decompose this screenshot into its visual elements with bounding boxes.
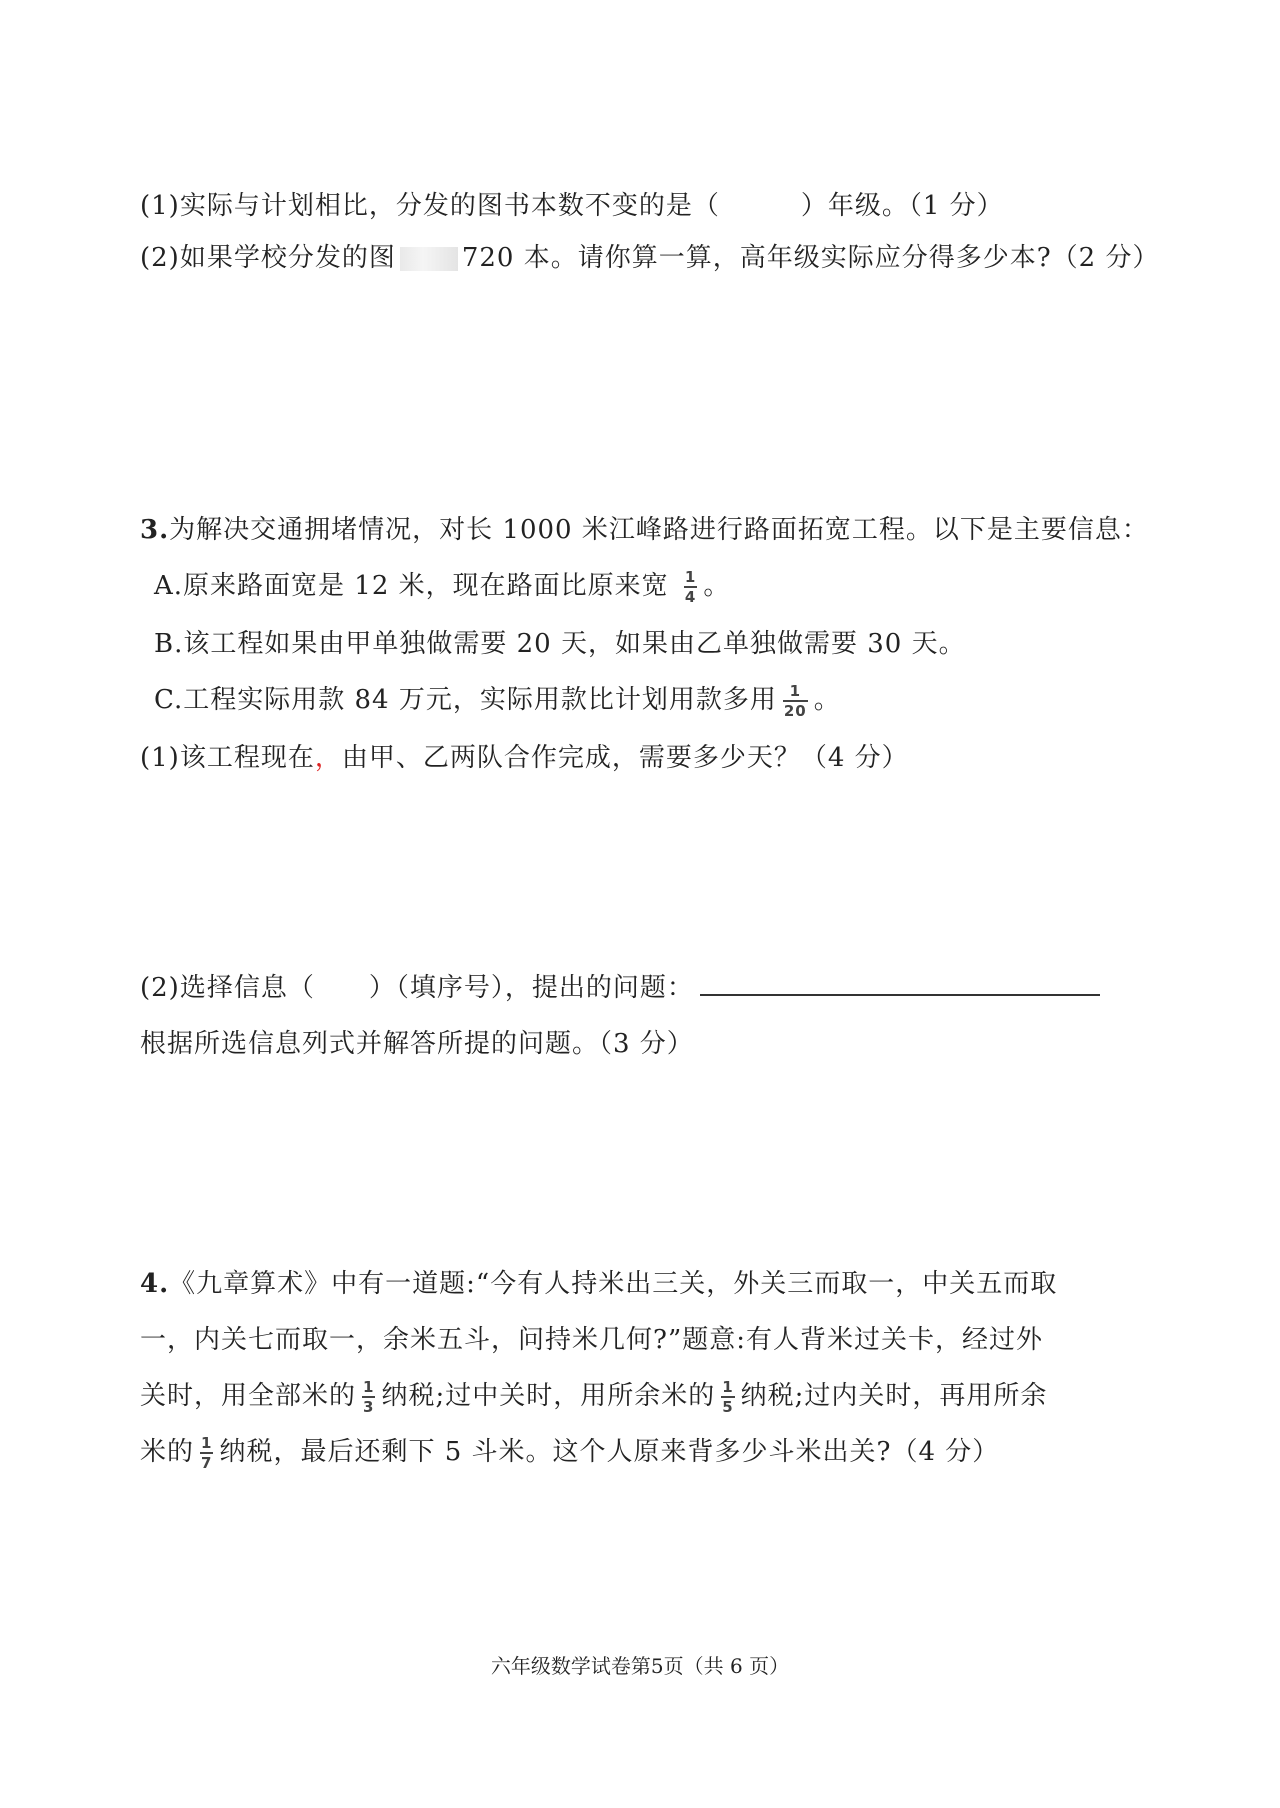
q3-info-a (154, 566, 730, 606)
q4-line3-text-b: 纳税;过中关时，用所余米的 (381, 1381, 716, 1411)
fraction-denominator: 3 (363, 1398, 375, 1416)
q3-sub1-text-after: 由甲、乙两队合作完成，需要多少天？（4 分） (341, 743, 909, 773)
q4-line1 (140, 1264, 1057, 1304)
q4-line4-text-a: 米的 (140, 1437, 195, 1467)
fraction-denominator: 20 (783, 702, 807, 720)
fraction-numerator: 1 (201, 1434, 213, 1452)
q3-info-c (154, 680, 841, 720)
page-footer: 六年级数学试卷第5页（共 6 页） (490, 1654, 790, 1678)
q4-line3-text-a: 关时，用全部米的 (140, 1381, 357, 1411)
q3-sub1 (140, 738, 909, 778)
q3-info-a-text: A.原来路面宽是 12 米，现在路面比原来宽 (154, 571, 669, 601)
q3-sub2-text: (2)选择信息（ ）（填序号），提出的问题： (140, 973, 694, 1003)
q3-sub2-line2 (140, 1024, 694, 1064)
q4-line3-text-c: 纳税;过内关时，再用所余 (740, 1381, 1048, 1411)
q4-line4-text-b: 纳税，最后还剩下 5 斗米。这个人原来背多少斗米出关?（4 分） (219, 1437, 1000, 1467)
q2-sub1-text: (1)实际与计划相比，分发的图书本数不变的是（ ）年级。（1 分） (140, 191, 1004, 221)
q4-line2-text: 一，内关七而取一，余米五斗，问持米几何?”题意:有人背米过关卡，经过外 (140, 1325, 1043, 1355)
fraction-denominator: 5 (722, 1398, 734, 1416)
fraction-one-seventh (200, 1435, 213, 1471)
q3-info-c-end: 。 (813, 685, 841, 715)
answer-underline (700, 968, 1100, 996)
q3-info-a-end: 。 (703, 571, 731, 601)
fraction-one-third (362, 1379, 375, 1415)
fraction-numerator: 1 (684, 568, 697, 586)
fraction-denominator: 7 (201, 1454, 213, 1472)
q3-number: 3. (140, 515, 170, 545)
fraction-one-twentieth (783, 683, 808, 719)
q4-number: 4. (140, 1269, 170, 1299)
fraction-numerator: 1 (363, 1378, 375, 1396)
q4-line1-text: 《九章算术》中有一道题:“今有人持米出三关，外关三而取一，中关五而取 (169, 1269, 1058, 1299)
q3-intro-text: 为解决交通拥堵情况，对长 1000 米江峰路进行路面拓宽工程。以下是主要信息： (169, 515, 1149, 545)
smudge-mark (400, 247, 458, 271)
q3-info-c-text: C.工程实际用款 84 万元，实际用款比计划用款多用 (154, 685, 777, 715)
q4-line3 (140, 1376, 1047, 1416)
q4-line4 (140, 1432, 999, 1472)
q2-sub2-text-before: (2)如果学校分发的图 (140, 243, 396, 273)
q3-info-b-text: B.该工程如果由甲单独做需要 20 天，如果由乙单独做需要 30 天。 (154, 629, 966, 659)
fraction-one-quarter (684, 569, 697, 605)
q3-sub1-text-before: (1)该工程现在 (140, 743, 315, 773)
q3-intro (140, 510, 1149, 550)
q3-sub2 (140, 968, 1100, 1008)
q4-line2 (140, 1320, 1043, 1360)
q2-sub1 (140, 186, 1004, 226)
red-comma-mark: ， (314, 743, 342, 773)
fraction-denominator: 4 (684, 588, 697, 606)
q2-sub2 (140, 238, 1159, 278)
q2-sub2-text-after: 720 本。请你算一算，高年级实际应分得多少本?（2 分） (461, 243, 1160, 273)
q3-info-b (154, 624, 966, 664)
fraction-numerator: 1 (722, 1378, 734, 1396)
fraction-one-fifth (721, 1379, 734, 1415)
q3-sub2-line2-text: 根据所选信息列式并解答所提的问题。（3 分） (140, 1029, 694, 1059)
fraction-numerator: 1 (789, 682, 802, 700)
